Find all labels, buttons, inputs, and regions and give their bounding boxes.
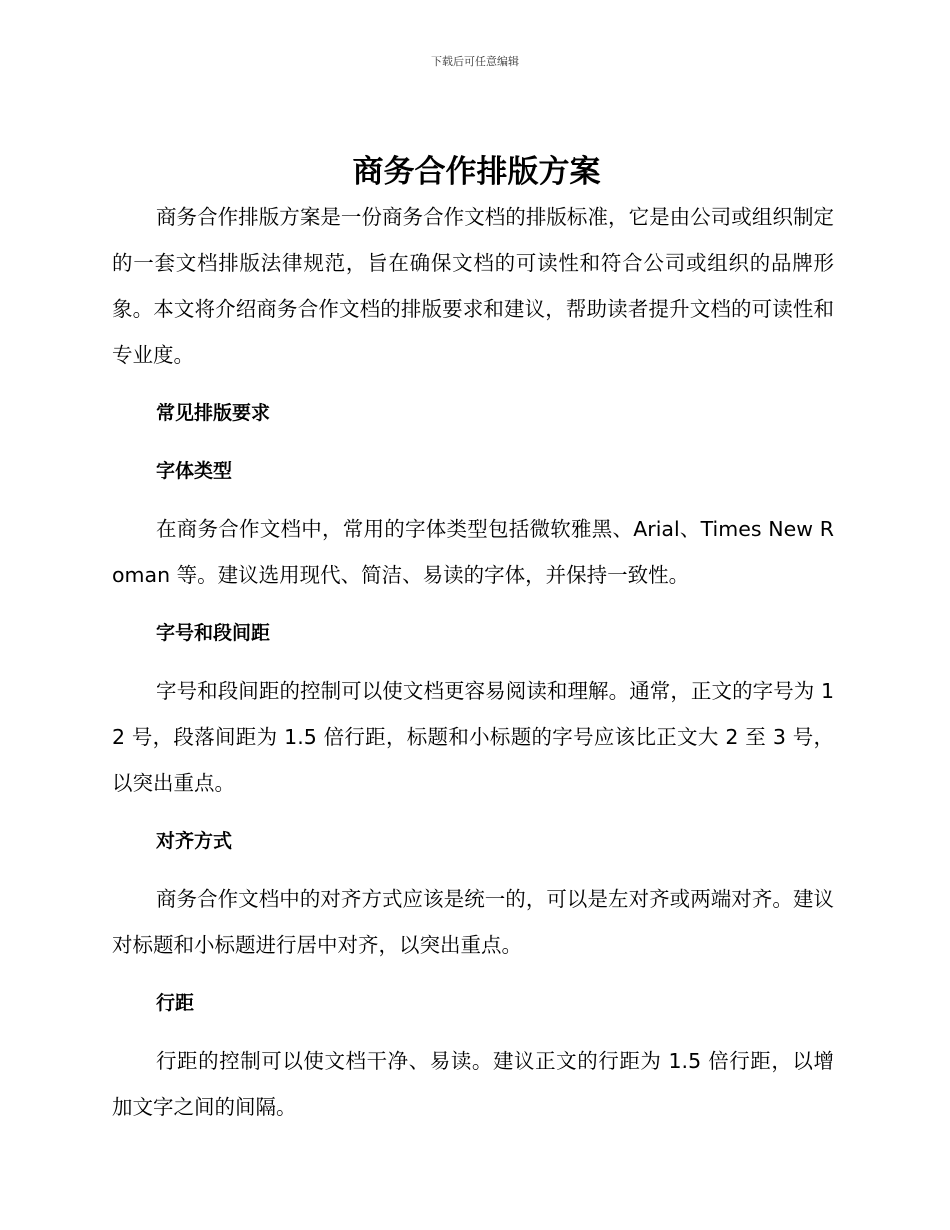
section-heading-common-requirements: 常见排版要求 (156, 402, 271, 424)
paragraph-font-size-spacing: 字号和段间距的控制可以使文档更容易阅读和理解。通常，正文的字号为 12 号，段落间距为 1.5 倍行距，标题和小标题的字号应该比正文大 2 至 3 号，以突出重点。 (112, 679, 834, 795)
paragraph-font-type: 在商务合作文档中，常用的字体类型包括微软雅黑、Arial、Times New Roman 等。建议选用现代、简洁、易读的字体，并保持一致性。 (112, 517, 834, 587)
document-body (112, 150, 834, 1130)
page-header-note: 下载后可任意编辑 (431, 55, 519, 68)
subheading-alignment: 对齐方式 (156, 830, 233, 852)
document-title: 商务合作排版方案 (352, 154, 601, 190)
intro-paragraph: 商务合作排版方案是一份商务合作文档的排版标准，它是由公司或组织制定的一套文档排版法律规范，旨在确保文档的可读性和符合公司或组织的品牌形象。本文将介绍商务合作文档的排版要求和建议，帮助读者提升文档的可读性和专业度。 (112, 205, 834, 367)
paragraph-alignment: 商务合作文档中的对齐方式应该是统一的，可以是左对齐或两端对齐。建议对标题和小标题进行居中对齐，以突出重点。 (112, 887, 834, 957)
subheading-font-size-spacing: 字号和段间距 (156, 622, 271, 644)
paragraph-line-spacing: 行距的控制可以使文档干净、易读。建议正文的行距为 1.5 倍行距，以增加文字之间的间隔。 (112, 1049, 834, 1119)
subheading-font-type: 字体类型 (156, 460, 233, 482)
subheading-line-spacing: 行距 (156, 992, 195, 1014)
